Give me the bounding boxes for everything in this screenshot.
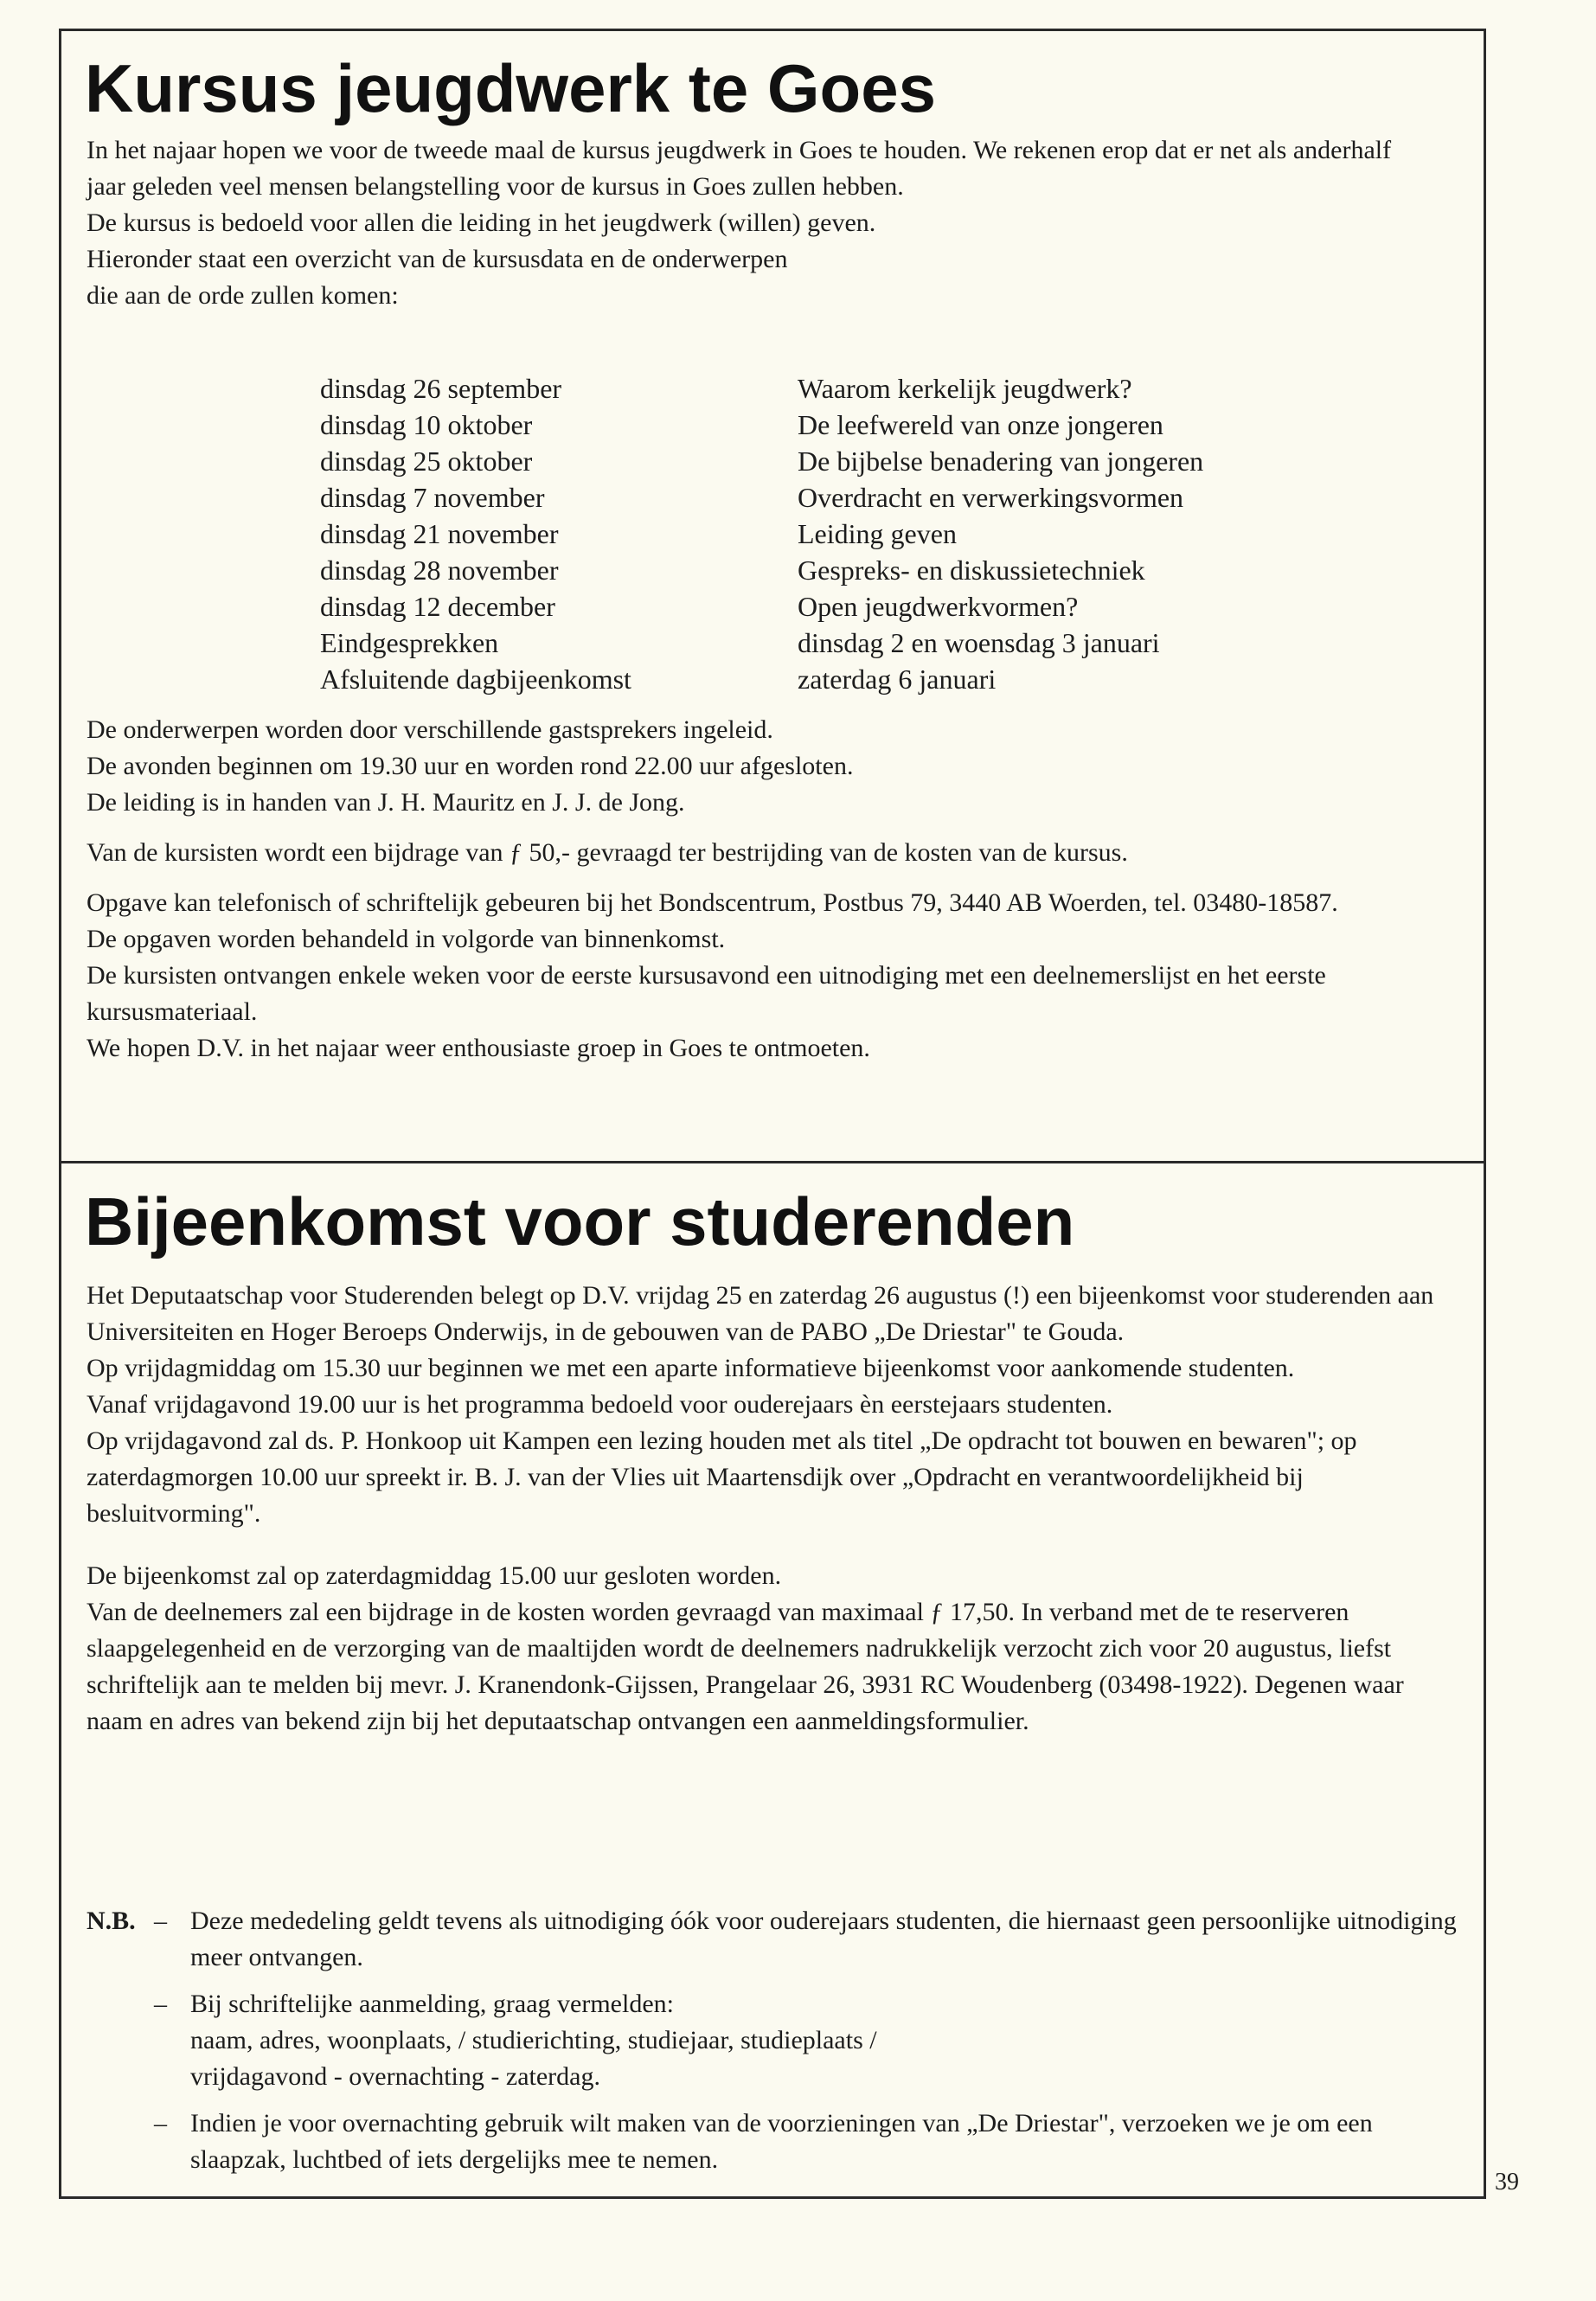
- schedule-topic: De bijbelse benadering van jongeren: [798, 445, 1204, 477]
- nb-text: vrijdagavond - overnachting - zaterdag.: [190, 2062, 600, 2091]
- nb-label: N.B.: [87, 1907, 136, 1935]
- nb-item: [87, 1986, 1471, 2095]
- intro-paragraph: die aan de orde zullen komen:: [87, 281, 399, 310]
- schedule-row: [320, 588, 1358, 625]
- schedule-topic: De leefwereld van onze jongeren: [798, 409, 1163, 440]
- schedule-row: [320, 370, 1358, 407]
- detail-paragraph: De kursisten ontvangen enkele weken voor de eerste kursusavond een uitnodiging met een deelnemerslijst en het eerste kursusmateriaal.: [87, 961, 1326, 1026]
- body-paragraph: Het Deputaatschap voor Studerenden belegt op D.V. vrijdag 25 en zaterdag 26 augustus (!) een bijeenkomst voor studerenden aan Universiteiten en Hoger Beroeps Onderwijs, in de gebouwen van de PABO „De Driestar" te Gouda.: [87, 1281, 1434, 1346]
- schedule-row: [320, 661, 1358, 697]
- body-paragraph: Van de deelnemers zal een bijdrage in de kosten worden gevraagd van maximaal ƒ 17,50. In verband met de te reserveren slaapgelegenheid en de verzorging van de maaltijden wordt de deelnemers nadrukkelijk verzocht zich voor 20 augustus, liefst schriftelijk aan te melden bij mevr. J. Kranendonk-Gijssen, Prangelaar 26, 3931 RC Woudenberg (03498-1922). Degenen waar naam en adres van bekend zijn bij het deputaatschap ontvangen een aanmeldingsformulier.: [87, 1598, 1404, 1735]
- page-number: 39: [1495, 2169, 1519, 2195]
- detail-paragraph: We hopen D.V. in het najaar weer enthousiaste groep in Goes te ontmoeten.: [87, 1034, 870, 1062]
- schedule-date: dinsdag 7 november: [320, 482, 545, 513]
- schedule-row: [320, 516, 1358, 552]
- article-2-title: Bijeenkomst voor studerenden: [85, 1183, 1075, 1259]
- schedule-date: dinsdag 10 oktober: [320, 409, 533, 440]
- schedule-topic: zaterdag 6 januari: [798, 663, 997, 695]
- article-1-title: Kursus jeugdwerk te Goes: [85, 50, 936, 126]
- schedule-topic: dinsdag 2 en woensdag 3 januari: [798, 627, 1160, 658]
- schedule-row: [320, 443, 1358, 479]
- schedule-date: dinsdag 25 oktober: [320, 445, 533, 477]
- schedule-row: [320, 479, 1358, 516]
- schedule-row: [320, 552, 1358, 588]
- nb-text: Bij schriftelijke aanmelding, graag vermelden:: [190, 1990, 674, 2018]
- schedule-row: [320, 625, 1358, 661]
- schedule-date: Eindgesprekken: [320, 627, 499, 658]
- nb-dash: –: [154, 1990, 167, 2018]
- nb-item: [87, 2106, 1471, 2178]
- detail-paragraph: Opgave kan telefonisch of schriftelijk gebeuren bij het Bondscentrum, Postbus 79, 3440 AB Woerden, tel. 03480-18587.: [87, 888, 1338, 917]
- intro-paragraph: Hieronder staat een overzicht van de kursusdata en de onderwerpen: [87, 245, 788, 273]
- nb-item: [87, 1903, 1471, 1976]
- article-1-details: [87, 712, 1436, 1067]
- nb-dash: –: [154, 2109, 167, 2138]
- schedule-date: Afsluitende dagbijeenkomst: [320, 663, 631, 695]
- intro-paragraph: In het najaar hopen we voor de tweede maal de kursus jeugdwerk in Goes te houden. We rekenen erop dat er net als anderhalf jaar geleden veel mensen belangstelling voor de kursus in Goes zullen hebben.: [87, 136, 1392, 201]
- nb-dash: –: [154, 1907, 167, 1935]
- schedule-date: dinsdag 12 december: [320, 591, 555, 622]
- schedule-date: dinsdag 21 november: [320, 518, 559, 549]
- schedule-row: [320, 407, 1358, 443]
- detail-paragraph: De onderwerpen worden door verschillende gastsprekers ingeleid.: [87, 715, 773, 744]
- schedule-date: dinsdag 28 november: [320, 554, 559, 586]
- schedule-topic: Overdracht en verwerkingsvormen: [798, 482, 1184, 513]
- schedule-topic: Gespreks- en diskussietechniek: [798, 554, 1145, 586]
- article-2-body: [87, 1278, 1436, 1740]
- body-paragraph: Vanaf vrijdagavond 19.00 uur is het programma bedoeld voor ouderejaars èn eerstejaars studenten.: [87, 1390, 1113, 1419]
- schedule-topic: Leiding geven: [798, 518, 957, 549]
- schedule-topic: Waarom kerkelijk jeugdwerk?: [798, 373, 1132, 404]
- course-schedule: [320, 370, 1358, 697]
- schedule-date: dinsdag 26 september: [320, 373, 562, 404]
- nb-text: Deze mededeling geldt tevens als uitnodiging óók voor ouderejaars studenten, die hiernaast geen persoonlijke uitnodiging meer ontvangen.: [190, 1907, 1457, 1971]
- intro-paragraph: De kursus is bedoeld voor allen die leiding in het jeugdwerk (willen) geven.: [87, 208, 876, 237]
- body-paragraph: Op vrijdagmiddag om 15.30 uur beginnen we met een aparte informatieve bijeenkomst voor aankomende studenten.: [87, 1354, 1295, 1382]
- detail-paragraph: De opgaven worden behandeld in volgorde van binnenkomst.: [87, 925, 726, 953]
- nb-notes: [87, 1903, 1471, 2178]
- schedule-topic: Open jeugdwerkvormen?: [798, 591, 1079, 622]
- detail-paragraph: Van de kursisten wordt een bijdrage van ƒ 50,- gevraagd ter bestrijding van de kosten van de kursus.: [87, 838, 1128, 867]
- detail-paragraph: De avonden beginnen om 19.30 uur en worden rond 22.00 uur afgesloten.: [87, 752, 854, 780]
- detail-paragraph: De leiding is in handen van J. H. Mauritz en J. J. de Jong.: [87, 788, 685, 817]
- nb-text: Indien je voor overnachting gebruik wilt maken van de voorzieningen van „De Driestar", verzoeken we je om een slaapzak, luchtbed of iets dergelijks mee te nemen.: [190, 2109, 1373, 2174]
- body-paragraph: Op vrijdagavond zal ds. P. Honkoop uit Kampen een lezing houden met als titel „De opdracht tot bouwen en bewaren"; op zaterdagmorgen 10.00 uur spreekt ir. B. J. van der Vlies uit Maartensdijk over „Opdracht en verantwoordelijkheid bij besluitvorming".: [87, 1426, 1357, 1528]
- nb-text: naam, adres, woonplaats, / studierichting, studiejaar, studieplaats /: [190, 2026, 877, 2054]
- body-paragraph: De bijeenkomst zal op zaterdagmiddag 15.00 uur gesloten worden.: [87, 1561, 782, 1590]
- article-1-intro: [87, 132, 1436, 314]
